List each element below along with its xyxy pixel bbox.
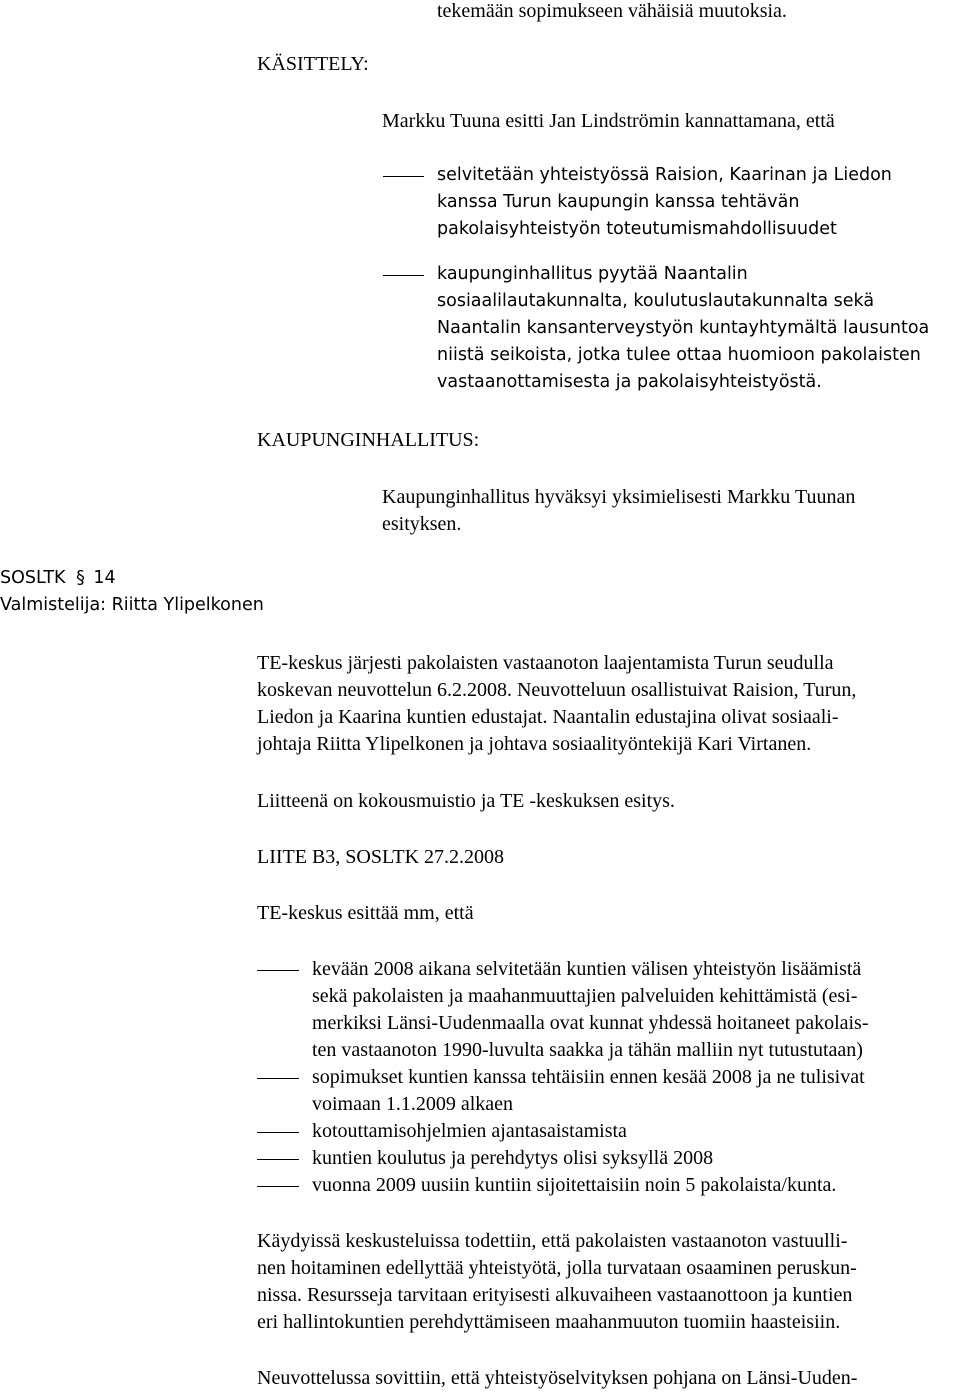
bullet-line: sopimukset kuntien kanssa tehtäisiin ennen kesää 2008 ja ne tulisivat [312, 1066, 865, 1088]
kasittely-intro: Markku Tuuna esitti Jan Lindströmin kannattamana, että [382, 110, 835, 132]
body-line: johtaja Riitta Ylipelkonen ja johtava sosiaalityöntekijä Kari Virtanen. [257, 733, 812, 755]
bullet-line: vastaanottamisesta ja pakolaisyhteistyöstä. [437, 372, 822, 392]
kaupunginhallitus-label: KAUPUNGINHALLITUS: [257, 429, 480, 451]
section-code: SOSLTK [0, 568, 66, 588]
dash-marker [383, 176, 424, 177]
body-line: nen hoitaminen edellyttää yhteistyötä, jolla turvataan osaaminen peruskun- [257, 1257, 857, 1279]
body-line: koskevan neuvottelun 6.2.2008. Neuvotteluun osallistuivat Raision, Turun, [257, 679, 857, 701]
bullet-line: kanssa Turun kaupungin kanssa tehtävän [437, 192, 800, 212]
dash-marker [257, 1132, 299, 1133]
attachment-note: Liitteenä on kokousmuistio ja TE -keskuksen esitys. [257, 790, 675, 812]
previous-paragraph-end: tekemään sopimukseen vähäisiä muutoksia. [437, 0, 787, 22]
preparer: Valmistelija: Riitta Ylipelkonen [0, 595, 264, 615]
dash-marker [257, 1078, 299, 1079]
decision-line: Kaupunginhallitus hyväksyi yksimielisesti Markku Tuunan [382, 486, 856, 508]
body-line: TE-keskus järjesti pakolaisten vastaanoton laajentamista Turun seudulla [257, 652, 834, 674]
bullet-line: selvitetään yhteistyössä Raision, Kaarinan ja Liedon [437, 165, 892, 185]
body-line: Käydyissä keskusteluissa todettiin, että pakolaisten vastaanoton vastuulli- [257, 1230, 848, 1252]
attachment-ref: LIITE B3, SOSLTK 27.2.2008 [257, 846, 505, 868]
bullet-line: kaupunginhallitus pyytää Naantalin [437, 264, 748, 284]
te-intro: TE-keskus esittää mm, että [257, 902, 474, 924]
dash-marker [257, 1186, 299, 1187]
dash-marker [257, 1159, 299, 1160]
body-line: nissa. Resursseja tarvitaan erityisesti alkuvaiheen vastaanottoon ja kuntien [257, 1284, 853, 1306]
bullet-line: voimaan 1.1.2009 alkaen [312, 1093, 514, 1115]
bullet-line: ten vastaanoton 1990-luvulta saakka ja tähän malliin nyt tutustutaan) [312, 1039, 863, 1061]
body-line: Neuvottelussa sovittiin, että yhteistyöselvityksen pohjana on Länsi-Uuden- [257, 1367, 858, 1389]
bullet-line: pakolaisyhteistyön toteutumismahdollisuudet [437, 219, 837, 239]
bullet-line: kevään 2008 aikana selvitetään kuntien välisen yhteistyön lisäämistä [312, 958, 862, 980]
section-number: 14 [93, 568, 116, 588]
bullet-line: vuonna 2009 uusiin kuntiin sijoitettaisiin noin 5 pakolaista/kunta. [312, 1174, 837, 1196]
bullet-line: merkiksi Länsi-Uudenmaalla ovat kunnat yhdessä hoitaneet pakolais- [312, 1012, 869, 1034]
bullet-line: sekä pakolaisten ja maahanmuuttajien palveluiden kehittämistä (esi- [312, 985, 858, 1007]
bullet-line: kotouttamisohjelmien ajantasaistamista [312, 1120, 627, 1142]
dash-marker [257, 970, 299, 971]
bullet-line: Naantalin kansanterveystyön kuntayhtymältä lausuntoa [437, 318, 930, 338]
dash-marker [383, 275, 424, 276]
decision-line: esityksen. [382, 513, 462, 535]
kasittely-label: KÄSITTELY: [257, 53, 369, 75]
bullet-line: niistä seikoista, jotka tulee ottaa huomioon pakolaisten [437, 345, 921, 365]
body-line: eri hallintokuntien perehdyttämiseen maahanmuuton tuomiin haasteisiin. [257, 1311, 841, 1333]
bullet-line: sosiaalilautakunnalta, koulutuslautakunnalta sekä [437, 291, 875, 311]
section-sign: § [76, 568, 85, 588]
bullet-line: kuntien koulutus ja perehdytys olisi syksyllä 2008 [312, 1147, 714, 1169]
section-header [0, 565, 116, 592]
body-line: Liedon ja Kaarina kuntien edustajat. Naantalin edustajina olivat sosiaali- [257, 706, 839, 728]
